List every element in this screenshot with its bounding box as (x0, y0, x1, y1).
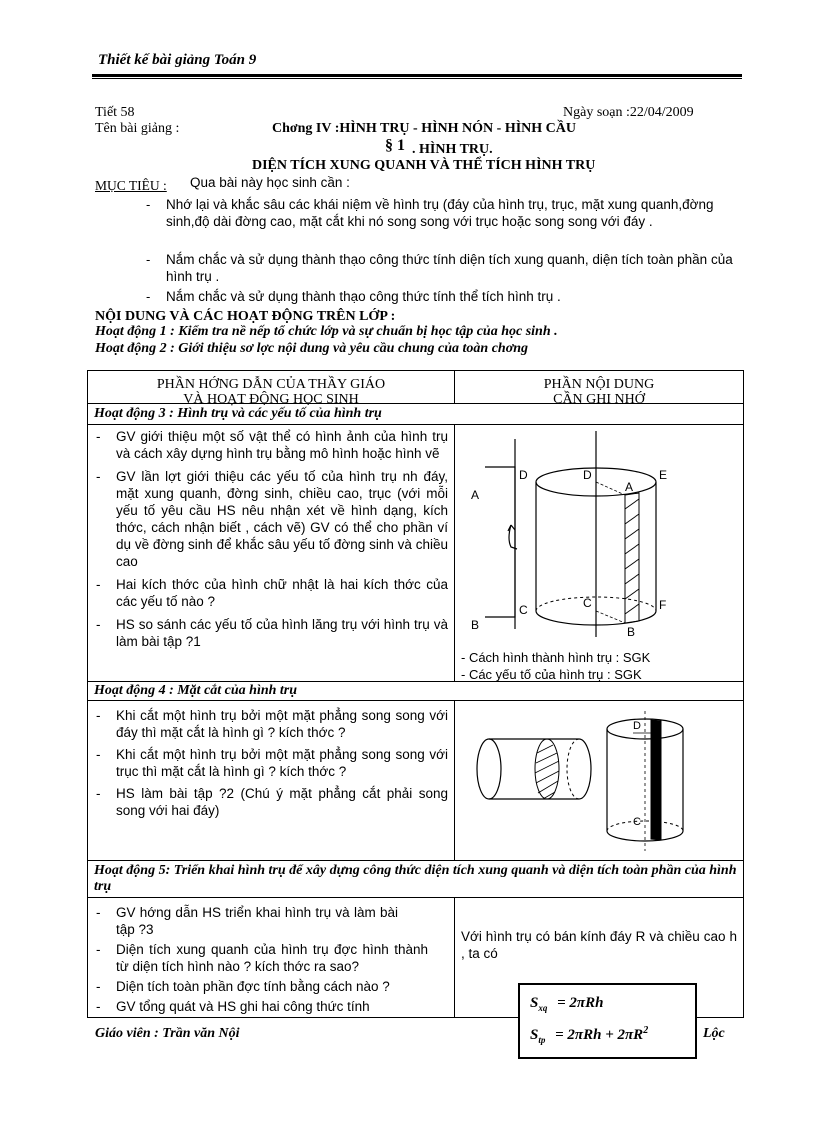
label-f: F (659, 598, 667, 612)
activity-4-content-cell (455, 701, 744, 861)
label-b-left: B (471, 618, 480, 632)
formula-box (518, 983, 697, 1059)
formula-expression: = 2πRh + 2πR (555, 1027, 644, 1043)
formula-symbol: S (530, 1027, 539, 1043)
list-item-text: GV hớng dẫn HS triển khai hình trụ và làm bài tập ?3 (116, 905, 398, 937)
lesson-subtitle: DIỆN TÍCH XUNG QUANH VÀ THỂ TÍCH HÌNH TRỤ (252, 158, 596, 173)
footer-teacher: Giáo viên : Trần văn Nội (95, 1026, 240, 1041)
label-d: D (583, 468, 592, 482)
formula-total-area (530, 1025, 648, 1045)
activity-4-title: Hoạt động 4 : Mặt cắt của hình trụ (88, 682, 744, 701)
section-symbol: § 1 (385, 137, 405, 154)
content-column-header (455, 371, 744, 407)
footer-right: Lộc (703, 1026, 725, 1041)
note-line: - Cách hình thành hình trụ : SGK (461, 650, 651, 665)
label-b: B (627, 625, 636, 639)
axial-parallel-section (651, 720, 661, 840)
objectives-label: MỤC TIÊU : (95, 178, 167, 193)
lesson-name-label: Tên bài giảng : (95, 121, 180, 136)
hatch-lines (625, 499, 639, 614)
objectives-intro: Qua bài này học sinh cần : (190, 175, 350, 190)
list-item-text: GV giới thiệu một số vật thể có hình ảnh của hình trụ và cách xây dựng hình trụ bằng mô hình hoặc hình vẽ (116, 429, 448, 461)
list-item: - Diện tích toàn phần đợc tính bằng cách nào ? (96, 979, 390, 994)
list-item: - GV hớng dẫn HS triển khai hình trụ và làm bài tập ?3 (96, 905, 398, 937)
horizontal-cylinder-right-hidden (567, 739, 579, 799)
label-c-section: C (633, 816, 641, 828)
objective-text: Nắm chắc và sử dụng thành thạo công thức tính thể tích hình trụ . (166, 289, 561, 304)
formula-superscript: 2 (643, 1025, 649, 1036)
header-line-1: PHẦN HỚNG DẪN CỦA THẦY GIÁO (156, 377, 386, 392)
list-item: - HS làm bài tập ?2 (Chú ý mặt phẳng cắt phải song song với hai đáy) (96, 786, 448, 818)
formula-subscript: tp (538, 1035, 546, 1045)
list-item-text: Khi cắt một hình trụ bởi một mặt phẳng song song với đáy thì mặt cắt là hình gì ? kích thớc ? (116, 708, 448, 740)
section-title: . HÌNH TRỤ. (412, 142, 493, 157)
label-a: A (625, 480, 634, 494)
objective-item (146, 196, 736, 230)
list-item-text: GV lần lợt giới thiệu các yếu tố của hình trụ nh đáy, mặt xung quanh, đờng sinh, chiều cao, trục (với mỗi yếu tố yêu cầu HS nêu nhận xét về hình dạng, kích thớc, cách nhận biết , cách vẽ) GV có thể cho phần ví dụ về đờng sinh để khắc sâu yếu tố đờng sinh và chiều cao (116, 469, 448, 569)
objective-text: Nhớ lại và khắc sâu các khái niệm về hình trụ (đáy của hình trụ, trục, mặt xung quanh,đờng sinh,độ dài đờng cao, mặt cắt khi nó song song với trục hoặc song song với đáy . (166, 197, 714, 229)
objective-text: Nắm chắc và sử dụng thành thạo công thức tính diện tích xung quanh, diện tích toàn phần của hình trụ . (166, 252, 733, 284)
note-line: - Các yếu tố của hình trụ : SGK (461, 667, 642, 682)
list-item: - GV tổng quát và HS ghi hai công thức tính (96, 999, 370, 1014)
list-item-text: Diện tích xung quanh của hình trụ đợc hình thành từ diện tích hình nào ? kích thớc ra sao? (116, 942, 428, 974)
activity-5-note: Với hình trụ có bán kính đáy R và chiều cao h , ta có (461, 929, 737, 961)
formula-subscript: xq (538, 1003, 548, 1013)
activity-1: Hoạt động 1 : Kiểm tra nề nếp tổ chức lớp và sự chuẩn bị học tập của học sinh . (95, 324, 558, 339)
list-item: - Diện tích xung quanh của hình trụ đợc hình thành từ diện tích hình nào ? kích thớc ra sao? (96, 942, 428, 974)
activity-3-notes (461, 649, 650, 683)
cylinder-formation-figure (455, 429, 741, 641)
list-item-text: GV tổng quát và HS ghi hai công thức tính (116, 999, 370, 1014)
activity-5-teacher-cell (88, 898, 455, 1018)
activity-3-content-cell (455, 425, 744, 682)
rotation-arrow (509, 525, 517, 549)
list-item-text: Hai kích thớc của hình chữ nhật là hai kích thớc của các yếu tố nào ? (116, 577, 448, 609)
activity-3-teacher-cell (88, 425, 455, 682)
horizontal-cylinder-right-base (579, 739, 591, 799)
list-item-text: Diện tích toàn phần đợc tính bằng cách nào ? (116, 979, 390, 994)
list-item: - GV giới thiệu một số vật thể có hình ảnh của hình trụ và cách xây dựng hình trụ bằng mô hình hoặc hình vẽ (96, 429, 448, 461)
list-item: - Khi cắt một hình trụ bởi một mặt phẳng song song với trục thì mặt cắt là hình gì ? kích thớc ? (96, 747, 448, 779)
header-rule-thin (92, 78, 742, 79)
bullet-dash: - (146, 197, 151, 212)
header-line-2: CẦN GHI NHỚ (553, 392, 645, 407)
objective-item (146, 251, 736, 285)
rotation-arrowhead (508, 525, 515, 531)
label-d-left: D (519, 468, 528, 482)
list-item: - Hai kích thớc của hình chữ nhật là hai kích thớc của các yếu tố nào ? (96, 577, 448, 609)
list-item: - HS so sánh các yếu tố của hình lăng trụ với hình trụ và làm bài tập ?1 (96, 617, 448, 649)
activity-3-title: Hoạt động 3 : Hình trụ và các yếu tố của hình trụ (88, 404, 744, 425)
formula-lateral-area (530, 995, 603, 1013)
radius-top (596, 482, 625, 495)
label-a-left: A (471, 488, 480, 502)
header-line-1: PHẦN NỘI DUNG (543, 377, 655, 392)
period: Tiết 58 (95, 105, 135, 120)
activities-heading: NỘI DUNG VÀ CÁC HOẠT ĐỘNG TRÊN LỚP : (95, 309, 396, 324)
radius-bottom (596, 611, 625, 623)
label-c-left: C (519, 603, 528, 617)
list-item-text: Khi cắt một hình trụ bởi một mặt phẳng song song với trục thì mặt cắt là hình gì ? kích thớc ? (116, 747, 448, 779)
list-item-text: HS làm bài tập ?2 (Chú ý mặt phẳng cắt phải song song với hai đáy) (116, 786, 448, 818)
header-line-2: VÀ HOẠT ĐỘNG HỌC SINH (183, 392, 359, 407)
formula-symbol: S (530, 995, 539, 1011)
horizontal-cylinder-left-base (477, 739, 501, 799)
objective-item (146, 288, 736, 305)
date: Ngày soạn :22/04/2009 (563, 105, 694, 120)
teacher-column-header (88, 371, 455, 407)
list-item: - GV lần lợt giới thiệu các yếu tố của hình trụ nh đáy, mặt xung quanh, đờng sinh, chiều cao, trục (với mỗi yếu tố yêu cầu HS nêu nhận xét về hình dạng, kích thớc, cách nhận biết , cách vẽ) GV có thể cho phần ví dụ về đờng sinh để khắc sâu yếu tố đờng sinh và chiều cao (96, 469, 448, 569)
list-item: - Khi cắt một hình trụ bởi một mặt phẳng song song với đáy thì mặt cắt là hình gì ? kích thớc ? (96, 708, 448, 740)
chapter-title: Chơng IV :HÌNH TRỤ - HÌNH NÓN - HÌNH CẦU (272, 121, 576, 136)
list-item-text: HS so sánh các yếu tố của hình lăng trụ với hình trụ và làm bài tập ?1 (116, 617, 448, 649)
bullet-dash: - (146, 289, 151, 304)
header-rule (92, 74, 742, 77)
bullet-dash: - (146, 252, 151, 267)
activity-2: Hoạt động 2 : Giới thiệu sơ lợc nội dung và yêu cầu chung của toàn chơng (95, 341, 528, 356)
label-c: C (583, 596, 592, 610)
activity-5-title: Hoạt động 5: Triển khai hình trụ để xây dựng công thức diện tích xung quanh và diện tích toàn phần của hình trụ (88, 861, 744, 898)
label-e: E (659, 468, 668, 482)
lesson-table (87, 370, 744, 1018)
formula-expression: = 2πRh (557, 995, 604, 1011)
cylinder-sections-figure (455, 703, 741, 859)
label-d-section: D (633, 720, 641, 732)
generating-rectangle (485, 467, 515, 617)
axial-section (625, 493, 639, 623)
document-header-title: Thiết kế bài giảng Toán 9 (98, 52, 257, 68)
activity-4-teacher-cell (88, 701, 455, 861)
